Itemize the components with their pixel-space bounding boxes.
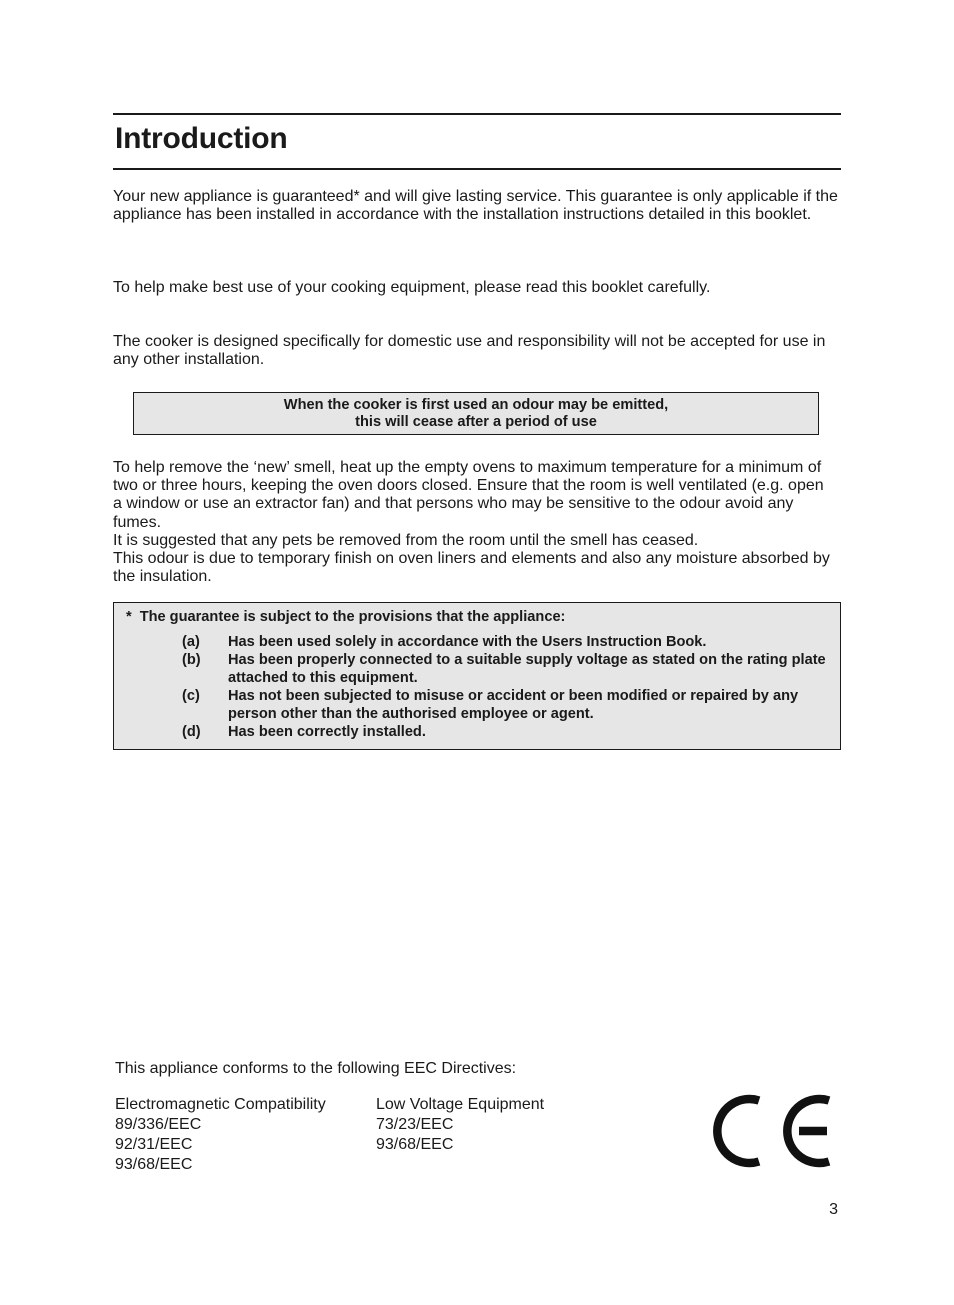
item-label: (b) [182, 652, 201, 668]
guarantee-heading [126, 608, 565, 626]
guarantee-conditions-box [113, 602, 841, 750]
odour-text: This odour is due to temporary finish on oven liners and elements and also any moisture absorbed by the insulation. [113, 550, 830, 586]
eec-directive-code: 92/31/EEC [115, 1136, 193, 1153]
item-text: Has been correctly installed. [228, 724, 426, 740]
guarantee-heading-text: The guarantee is subject to the provisions that the appliance: [139, 609, 566, 625]
item-label: (d) [182, 724, 201, 740]
odour-text: To help remove the ‘new’ smell, heat up the empty ovens to maximum temperature for a minimum of two or three hours, keeping the oven doors closed. Ensure that the room is well ventilated (e.g. open a window or use an extractor fan) and that persons who may be sensitive to the odour avoid any fumes. [113, 459, 824, 531]
notice-line: this will cease after a period of use [355, 414, 597, 430]
eec-intro-text: This appliance conforms to the following EEC Directives: [115, 1060, 517, 1077]
list-item [182, 687, 832, 723]
eec-column-heading: Low Voltage Equipment [376, 1096, 545, 1113]
notice-line: When the cooker is first used an odour may be emitted, [283, 397, 669, 413]
domestic-use-paragraph: The cooker is designed specifically for domestic use and responsibility will not be accepted for use in any other installation. [113, 333, 826, 369]
eec-column-emc [115, 1095, 326, 1175]
guarantee-conditions-list [182, 633, 832, 741]
page-number: 3 [829, 1201, 838, 1218]
title-underline [113, 168, 841, 170]
eec-column-heading: Electromagnetic Compatibility [115, 1096, 326, 1113]
eec-column-low-voltage [376, 1095, 544, 1155]
list-item [182, 651, 832, 687]
item-label: (a) [182, 634, 200, 650]
ce-mark-icon [713, 1090, 835, 1172]
odour-notice-box [133, 392, 819, 435]
odour-paragraph [113, 459, 833, 586]
item-text: Has not been subjected to misuse or accident or been modified or repaired by any person other than the authorised employee or agent. [228, 688, 799, 722]
item-text: Has been properly connected to a suitable supply voltage as stated on the rating plate attached to this equipment. [228, 652, 826, 686]
eec-directive-code: 89/336/EEC [115, 1116, 202, 1133]
page-title: Introduction [115, 122, 288, 155]
list-item [182, 723, 832, 741]
top-rule [113, 113, 841, 115]
eec-directive-code: 73/23/EEC [376, 1116, 454, 1133]
item-text: Has been used solely in accordance with the Users Instruction Book. [228, 634, 707, 650]
item-label: (c) [182, 688, 200, 704]
eec-directive-code: 93/68/EEC [115, 1156, 193, 1173]
read-booklet-paragraph: To help make best use of your cooking equipment, please read this booklet carefully. [113, 279, 711, 296]
odour-text: It is suggested that any pets be removed from the room until the smell has ceased. [113, 531, 699, 549]
eec-directive-code: 93/68/EEC [376, 1136, 454, 1153]
asterisk-mark: * [126, 609, 132, 625]
guarantee-intro-paragraph: Your new appliance is guaranteed* and will give lasting service. This guarantee is only applicable if the appliance has been installed in accordance with the installation instructions detailed in this booklet. [113, 188, 838, 224]
list-item [182, 633, 832, 651]
